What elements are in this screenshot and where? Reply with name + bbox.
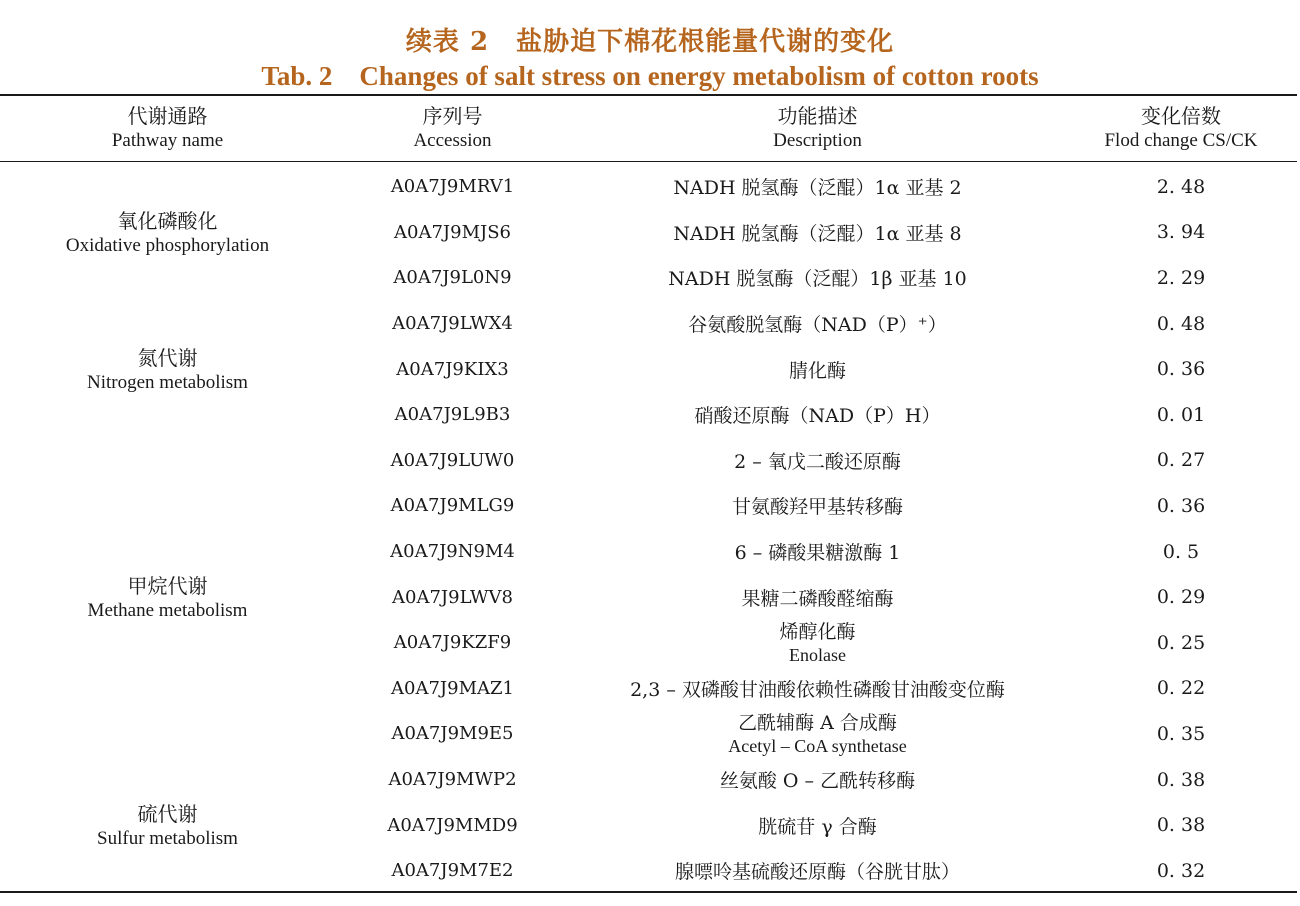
pathway-label-en: Methane metabolism	[87, 599, 248, 621]
header-pathway-cn: 代谢通路	[127, 104, 208, 128]
table-row	[0, 802, 1300, 848]
table-row	[0, 757, 1300, 803]
description-cell: 丝氨酸 O – 乙酰转移酶	[719, 770, 916, 793]
header-accession-en: Accession	[413, 130, 492, 151]
table-row	[0, 620, 1300, 666]
accession-cell: A0A7J9L0N9	[393, 267, 512, 289]
table-row	[0, 438, 1300, 484]
pathway-label-cn: 硫代谢	[137, 801, 198, 826]
table-row	[0, 301, 1300, 347]
fold-change-cell: 0. 32	[1156, 859, 1206, 882]
fold-change-cell: 0. 22	[1156, 677, 1206, 700]
bottom-rule	[0, 891, 1297, 893]
table-row	[0, 210, 1300, 256]
accession-cell: A0A7J9MAZ1	[391, 677, 514, 699]
pathway-label-cn: 氧化磷酸化	[117, 208, 218, 233]
fold-change-cell: 0. 38	[1156, 814, 1206, 837]
accession-cell: A0A7J9MRV1	[390, 176, 515, 198]
description-cell	[570, 711, 1065, 757]
fold-change-cell: 0. 36	[1156, 494, 1206, 517]
fold-change-cell: 0. 38	[1156, 768, 1206, 791]
description-cell: 硝酸还原酶（NAD（P）H）	[694, 405, 941, 428]
table-title-en: Tab. 2 Changes of salt stress on energy metabolism of cotton roots	[261, 61, 1039, 91]
accession-cell: A0A7J9LWV8	[392, 586, 513, 608]
description-cn: 乙酰辅酶 A 合成酶	[738, 711, 897, 734]
fold-change-cell: 0. 36	[1156, 358, 1206, 381]
header-accession	[335, 103, 570, 155]
description-en: Enolase	[789, 644, 846, 665]
header-accession-cn: 序列号	[422, 104, 483, 128]
fold-change-cell: 0. 29	[1156, 586, 1206, 609]
accession-cell: A0A7J9LWX4	[392, 313, 513, 335]
table-row	[0, 392, 1300, 438]
accession-cell: A0A7J9KZF9	[393, 632, 512, 654]
pathway-label-en: Sulfur metabolism	[97, 827, 238, 849]
table-row	[0, 848, 1300, 894]
pathway-label-cn: 氮代谢	[137, 345, 198, 370]
fold-change-cell: 0. 35	[1156, 722, 1206, 745]
header-pathway-en: Pathway name	[111, 130, 224, 151]
accession-cell: A0A7J9MLG9	[390, 495, 515, 517]
fold-change-cell: 0. 48	[1156, 312, 1206, 335]
description-cell: 2,3 – 双磷酸甘油酸依赖性磷酸甘油酸变位酶	[630, 678, 1005, 701]
table-row	[0, 574, 1300, 620]
table-title-cn: 续表 2 盐胁迫下棉花根能量代谢的变化	[405, 27, 895, 57]
header-fold-change	[1065, 103, 1297, 155]
table-row	[0, 346, 1300, 392]
table-row	[0, 711, 1300, 757]
pathway-label-en: Oxidative phosphorylation	[65, 234, 270, 256]
accession-cell: A0A7J9N9M4	[390, 541, 515, 563]
fold-change-cell: 0. 25	[1156, 631, 1206, 654]
description-cell: 胱硫苷 γ 合酶	[758, 815, 877, 838]
pathway-label-cn: 甲烷代谢	[127, 573, 208, 598]
table-row	[0, 666, 1300, 712]
header-description	[570, 103, 1065, 155]
table-row	[0, 483, 1300, 529]
fold-change-cell: 0. 01	[1156, 403, 1206, 426]
header-description-cn: 功能描述	[777, 104, 858, 128]
accession-cell: A0A7J9L9B3	[394, 404, 511, 426]
description-en: Acetyl – CoA synthetase	[728, 735, 907, 756]
header-fold-change-cn: 变化倍数	[1141, 104, 1221, 128]
header-description-en: Description	[773, 130, 862, 151]
description-cell: 腺嘌呤基硫酸还原酶（谷胱甘肽）	[674, 861, 960, 884]
accession-cell: A0A7J9MWP2	[388, 769, 517, 791]
accession-cell: A0A7J9MMD9	[387, 814, 518, 836]
description-cell: NADH 脱氢酶（泛醌）1β 亚基 10	[668, 268, 967, 291]
fold-change-cell: 0. 27	[1156, 449, 1206, 472]
description-cell: NADH 脱氢酶（泛醌）1α 亚基 8	[673, 222, 962, 245]
fold-change-cell: 2. 29	[1156, 266, 1206, 289]
table-row	[0, 255, 1300, 301]
description-cell: 腈化酶	[788, 359, 846, 382]
accession-cell: A0A7J9LUW0	[390, 449, 515, 471]
header-fold-change-en: Flod change CS/CK	[1104, 130, 1258, 151]
accession-cell: A0A7J9KIX3	[396, 358, 509, 380]
fold-change-cell: 2. 48	[1156, 175, 1206, 198]
accession-cell: A0A7J9MJS6	[394, 221, 511, 243]
table-row	[0, 164, 1300, 210]
top-rule	[0, 94, 1297, 96]
table-row	[0, 529, 1300, 575]
description-cell: NADH 脱氢酶（泛醌）1α 亚基 2	[673, 177, 962, 200]
header-pathway	[0, 103, 335, 155]
accession-cell: A0A7J9M9E5	[391, 723, 514, 745]
accession-cell: A0A7J9M7E2	[391, 860, 514, 882]
description-cell	[570, 620, 1065, 666]
description-cell: 2 – 氧戊二酸还原酶	[734, 450, 901, 473]
description-cell: 果糖二磷酸醛缩酶	[741, 587, 894, 610]
pathway-label-en: Nitrogen metabolism	[87, 371, 248, 393]
fold-change-cell: 3. 94	[1156, 221, 1206, 244]
description-cell: 甘氨酸羟甲基转移酶	[731, 496, 903, 519]
fold-change-cell: 0. 5	[1162, 540, 1200, 563]
description-cell: 6 – 磷酸果糖激酶 1	[734, 542, 901, 565]
header-rule	[0, 161, 1297, 162]
description-cn: 烯醇化酶	[779, 620, 856, 643]
description-cell: 谷氨酸脱氢酶（NAD（P）⁺）	[688, 314, 947, 337]
